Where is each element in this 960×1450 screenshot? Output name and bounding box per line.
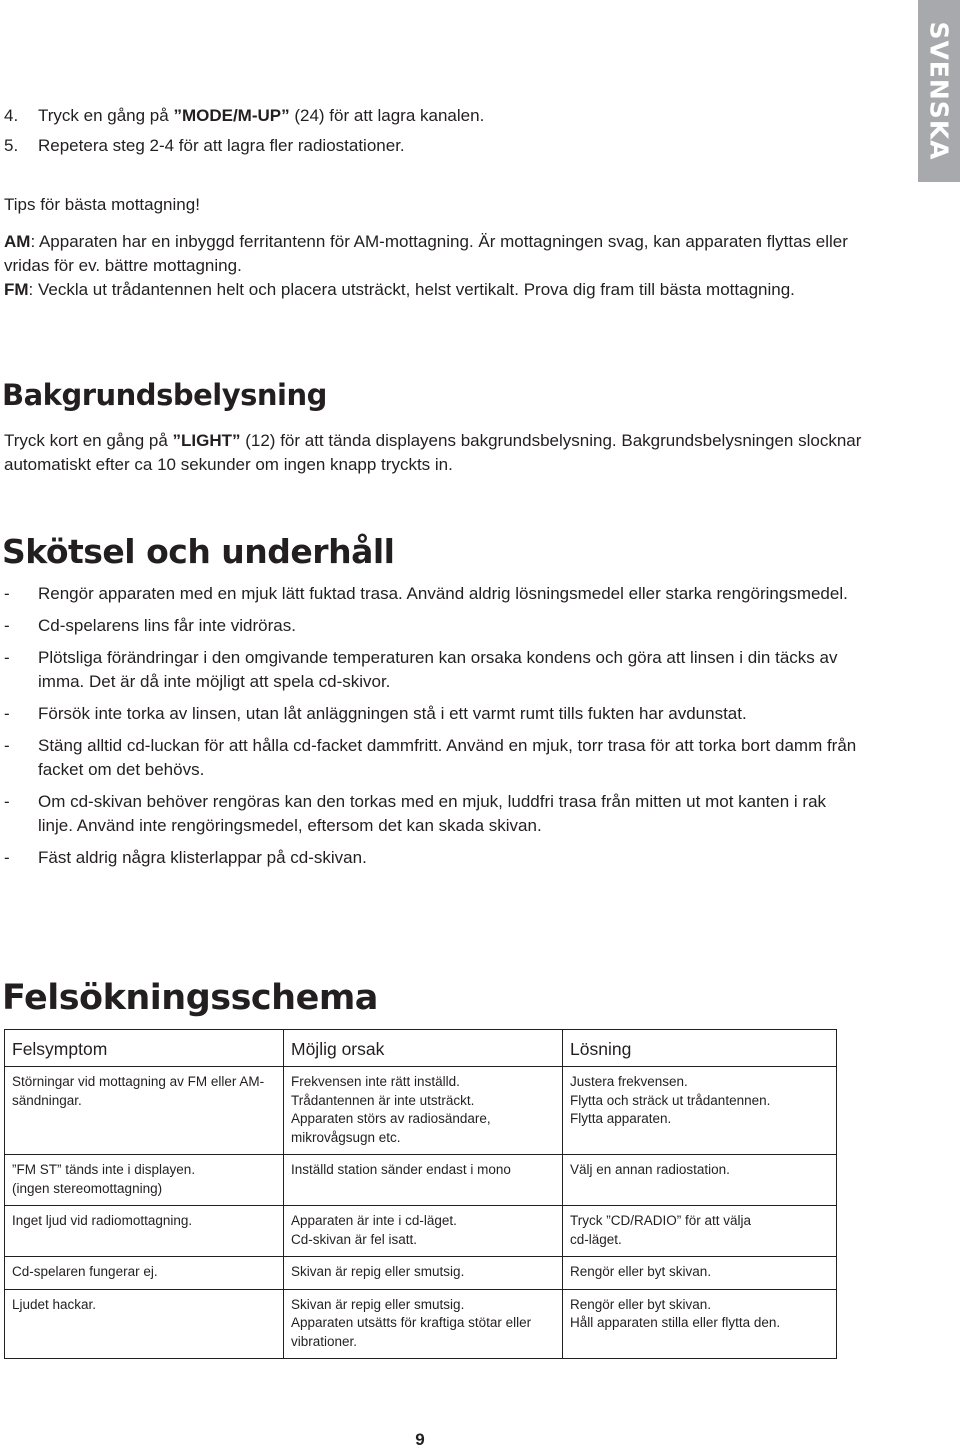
table-cell: Rengör eller byt skivan. Håll apparaten stilla eller flytta den. xyxy=(563,1289,837,1359)
table-header-row xyxy=(5,1030,837,1067)
button-name: ”LIGHT” xyxy=(172,431,241,450)
list-item: - Plötsliga förändringar i den omgivande temperaturen kan orsaka kondens och göra att linsen i din täcks av imma. Det är då inte möjligt att spela cd-skivor. xyxy=(4,646,864,694)
table-cell: Skivan är repig eller smutsig. xyxy=(284,1257,563,1290)
column-header: Möjlig orsak xyxy=(284,1030,563,1067)
step-item xyxy=(4,104,864,134)
fm-label: FM xyxy=(4,280,29,299)
table-row xyxy=(5,1155,837,1206)
list-item-text: Försök inte torka av linsen, utan låt anläggningen stå i ett varmt rumt tills fukten har avdunstat. xyxy=(38,704,747,723)
reception-tips xyxy=(4,193,874,302)
step-text-part: (24) för att lagra kanalen. xyxy=(289,106,485,125)
list-item: - Cd-spelarens lins får inte vidröras. xyxy=(4,614,864,638)
tips-fm-paragraph xyxy=(4,278,874,302)
list-item: - Rengör apparaten med en mjuk lätt fuktad trasa. Använd aldrig lösningsmedel eller starka rengöringsmedel. xyxy=(4,582,864,606)
care-list xyxy=(4,582,864,878)
list-item: - Fäst aldrig några klisterlappar på cd-skivan. xyxy=(4,846,864,870)
page-number: 9 xyxy=(415,1430,425,1449)
troubleshooting-heading: Felsökningsschema xyxy=(2,978,378,1018)
step-text: Repetera steg 2-4 för att lagra fler radiostationer. xyxy=(38,136,405,155)
step-item xyxy=(4,134,864,164)
table-cell: Justera frekvensen. Flytta och sträck ut trådantennen. Flytta apparaten. xyxy=(563,1067,837,1155)
column-header: Lösning xyxy=(563,1030,837,1067)
am-text: : Apparaten har en inbyggd ferritantenn för AM-mottagning. Är mottagningen svag, kan apparaten flyttas eller vridas för ev. bättre mottagning. xyxy=(4,232,848,275)
table-row xyxy=(5,1257,837,1290)
table-cell: Skivan är repig eller smutsig. Apparaten utsätts för kraftiga stötar eller vibrationer. xyxy=(284,1289,563,1359)
table-cell: Apparaten är inte i cd-läget. Cd-skivan är fel isatt. xyxy=(284,1206,563,1257)
table-row xyxy=(5,1206,837,1257)
button-name: ”MODE/M-UP” xyxy=(173,106,290,125)
list-item: - Försök inte torka av linsen, utan låt anläggningen stå i ett varmt rumt tills fukten har avdunstat. xyxy=(4,702,864,726)
list-item-text: Rengör apparaten med en mjuk lätt fuktad trasa. Använd aldrig lösningsmedel eller starka rengöringsmedel. xyxy=(38,584,848,603)
table-cell: Inget ljud vid radiomottagning. xyxy=(5,1206,284,1257)
care-heading: Skötsel och underhåll xyxy=(2,532,395,571)
step-number: 5. xyxy=(4,136,19,155)
backlight-text-part: (12) för att tända displayens bakgrundsbelysning. Bakgrundsbelysningen slocknar automatiskt efter ca 10 sekunder om ingen knapp tryckts in. xyxy=(4,431,862,474)
step-text xyxy=(38,104,484,134)
language-tab-label: SVENSKA xyxy=(924,21,954,161)
step-list xyxy=(4,104,864,164)
list-item-text: Cd-spelarens lins får inte vidröras. xyxy=(38,616,296,635)
language-tab xyxy=(918,0,960,182)
table-cell: Störningar vid mottagning av FM eller AM-sändningar. xyxy=(5,1067,284,1155)
list-item-text: Om cd-skivan behöver rengöras kan den torkas med en mjuk, luddfri trasa från mitten ut mot kanten i rak linje. Använd inte rengöringsmedel, eftersom det kan skada skivan. xyxy=(38,792,827,835)
table-row xyxy=(5,1067,837,1155)
table-cell: Rengör eller byt skivan. xyxy=(563,1257,837,1290)
table-cell: Inställd station sänder endast i mono xyxy=(284,1155,563,1206)
troubleshooting-table xyxy=(4,1029,837,1359)
table-cell: ”FM ST” tänds inte i displayen. (ingen stereomottagning) xyxy=(5,1155,284,1206)
list-item-text: Stäng alltid cd-luckan för att hålla cd-facket dammfritt. Använd en mjuk, torr trasa för att torka bort damm från facket om det behövs. xyxy=(38,736,857,779)
backlight-text-part: Tryck kort en gång på xyxy=(4,431,173,450)
tips-am-paragraph xyxy=(4,230,874,278)
step-number: 4. xyxy=(4,106,19,125)
fm-text: : Veckla ut trådantennen helt och placera utsträckt, helst vertikalt. Prova dig fram till bästa mottagning. xyxy=(28,280,795,299)
table-cell: Tryck ”CD/RADIO” för att välja cd-läget. xyxy=(563,1206,837,1257)
table-row xyxy=(5,1289,837,1359)
backlight-heading: Bakgrundsbelysning xyxy=(2,378,327,412)
backlight-paragraph xyxy=(4,429,884,477)
column-header: Felsymptom xyxy=(5,1030,284,1067)
tips-title: Tips för bästa mottagning! xyxy=(4,195,200,214)
list-item: - Om cd-skivan behöver rengöras kan den torkas med en mjuk, luddfri trasa från mitten ut mot kanten i rak linje. Använd inte rengöringsmedel, eftersom det kan skada skivan. xyxy=(4,790,864,838)
list-item: - Stäng alltid cd-luckan för att hålla cd-facket dammfritt. Använd en mjuk, torr trasa för att torka bort damm från facket om det behövs. xyxy=(4,734,864,782)
list-item-text: Plötsliga förändringar i den omgivande temperaturen kan orsaka kondens och göra att linsen i din täcks av imma. Det är då inte möjligt att spela cd-skivor. xyxy=(38,648,838,691)
list-item-text: Fäst aldrig några klisterlappar på cd-skivan. xyxy=(38,848,367,867)
am-label: AM xyxy=(4,232,31,251)
table-cell: Ljudet hackar. xyxy=(5,1289,284,1359)
table-cell: Cd-spelaren fungerar ej. xyxy=(5,1257,284,1290)
table-cell: Frekvensen inte rätt inställd. Trådantennen är inte utsträckt. Apparaten störs av radiosändare, mikrovågsugn etc. xyxy=(284,1067,563,1155)
step-text-part: Tryck en gång på xyxy=(38,106,174,125)
table-cell: Välj en annan radiostation. xyxy=(563,1155,837,1206)
